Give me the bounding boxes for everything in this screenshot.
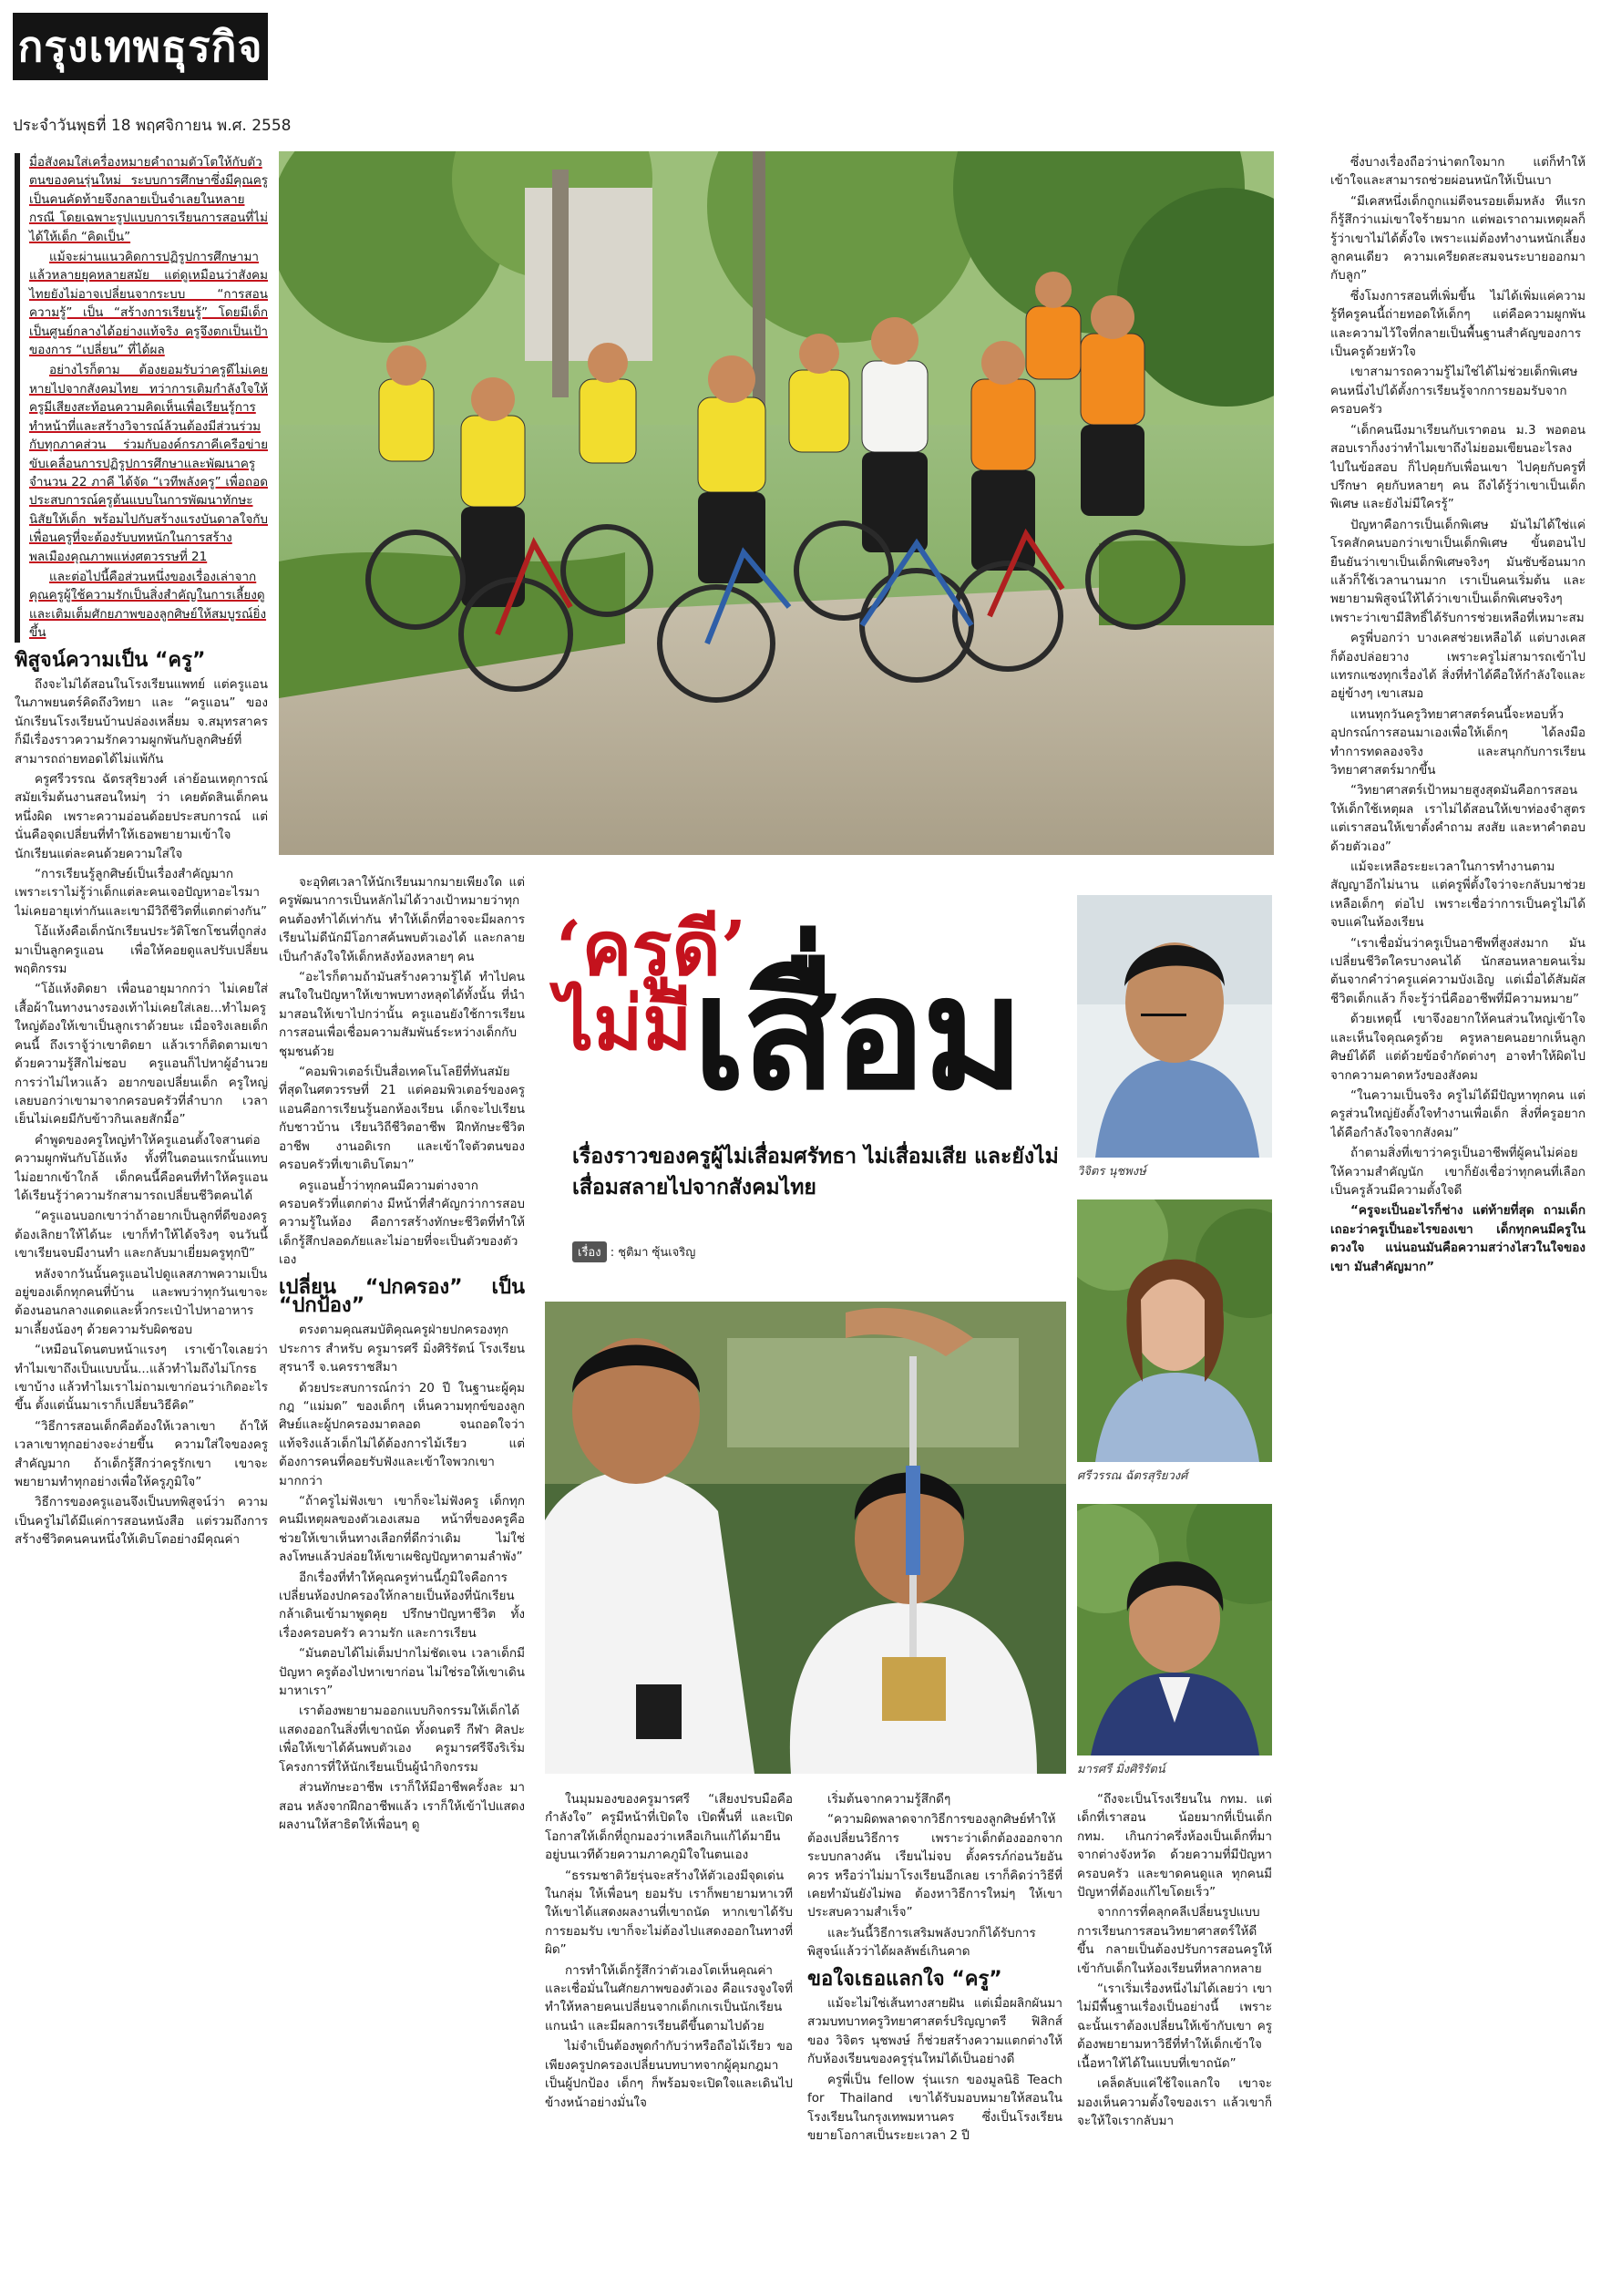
column-4 [807, 1790, 1062, 2286]
body-paragraph: “เราเชื่อมั่นว่าครูเป็นอาชีพที่สูงส่งมาก มันเปลี่ยนชีวิตใครบางคนได้ นักสอนหลายคนเริ่มต้นจากคำว่าครูแค่ความบังเอิญ แต่เมื่อได้สัมผัสชีวิตเด็กแล้ว ก็จะรู้ว่านี่คืออาชีพที่มีความหมาย” [1330, 935, 1586, 1006]
byline [572, 1241, 695, 1262]
portrait-wichitra [1077, 895, 1272, 1158]
lead-paragraph: แม้จะผ่านแนวคิดการปฏิรูปการศึกษามาแล้วหลายยุคหลายสมัย แต่ดูเหมือนว่าสังคมไทยยังไม่อาจเปลี่ยนจากระบบ “การสอนความรู้” เป็น “สร้างการเรียนรู้” โดยมีเด็กเป็นศูนย์กลางได้อย่างแท้จริง ครูจึงตกเป็นเป้าของการ “เปลี่ยน” ที่ได้ผล [29, 250, 268, 358]
body-paragraph: “โอ้แห้งติดยา เพื่อนอายุมากกว่า ไม่เคยใส่เสื้อผ้าในทางนางรองเท้าไม่เคยใส่เลย...ทำไมครูใหญ่ต้องให้เขาเป็นลูกเราด้วยนะ เมื่อจริงเลยเด็กคนนี้ ถึงเราจู้ว่าเขาติดยา แล้วเราก็ติดตามเขาด้วยความรู้สึกไม่ชอบ ครูแอนก็ไปหาผู้อำนวยการว่าไม่ไหวแล้ว อยากขอเปลี่ยนเด็ก ครูใหญ่เลยบอกว่าเขามาจากครอบครัวที่ลำบาก เวลาเย็นไม่เคยมีกับข้าวกินเลยสักมื้อ” [15, 982, 268, 1127]
headline-part-1: ‘ครูดี’ [556, 905, 747, 993]
byline-author: : ชุติมา ซุ้นเจริญ [610, 1246, 696, 1260]
body-paragraph: ตรงตามคุณสมบัติคุณครูฝ่ายปกครองทุกประการ สำหรับ ครูมารศรี มิ่งศิริรัตน์ โรงเรียนสุรนารี จ.นครราชสีมา [279, 1323, 525, 1375]
body-paragraph: “คอมพิวเตอร์เป็นสื่อเทคโนโลยีที่ทันสมัยที่สุดในศตวรรษที่ 21 แต่คอมพิวเตอร์ของครูแอนคือการเรียนรู้นอกห้องเรียน เด็กจะไปเรียนกับชาวบ้าน เรียนวิถีชีวิตอาชีพ ฝึกทักษะชีวิต อาชีพ งานอดิเรก และเข้าใจตัวตนของครอบครัวที่เขาเติบโตมา” [279, 1065, 525, 1173]
body-paragraph: ในมุมมองของครูมารศรี “เสียงปรบมือคือกำลังใจ” ครูมีหน้าที่เปิดใจ เปิดพื้นที่ และเปิดโอกาสให้เด็กที่ถูกมองว่าเหลือเกินแก้ได้มายืนอยู่บนเวทีด้วยความภาคภูมิใจในตนเอง [545, 1792, 793, 1863]
body-paragraph: “มันตอบได้ไม่เต็มปากไม่ชัดเจน เวลาเด็กมีปัญหา ครูต้องไปหาเขาก่อน ไม่ใช่รอให้เขาเดินมาหาเรา” [279, 1646, 525, 1699]
lead-paragraphs [15, 153, 268, 643]
lead-paragraph: และต่อไปนี้คือส่วนหนึ่งของเรื่องเล่าจากคุณครูผู้ใช้ความรักเป็นสิ่งสำคัญในการเลี้ยงดูและเติมเต็มศักยภาพของลูกศิษย์ให้สมบูรณ์ยิ่งขึ้น [29, 569, 267, 641]
portrait-marasri [1077, 1504, 1272, 1755]
hero-photo-students-bicycles [279, 151, 1274, 855]
body-paragraph: “การเรียนรู้ลูกศิษย์เป็นเรื่องสำคัญมาก เพราะเราไม่รู้ว่าเด็กแต่ละคนเจอปัญหาอะไรมา ไม่เคยอายุเท่ากันและเขามีวิถีชีวิตที่แตกต่างกัน” [15, 867, 268, 919]
caption-marasri: มารศรี มิ่งศิริรัตน์ [1077, 1763, 1165, 1776]
column-1 [15, 153, 268, 2286]
body-paragraph: ครูพี่บอกว่า บางเคสช่วยเหลือได้ แต่บางเคสก็ต้องปล่อยวาง เพราะครูไม่สามารถเข้าไปแทรกแซงทุกเรื่องได้ สิ่งที่ทำได้คือให้กำลังใจและอยู่ข้างๆ เขาเสมอ [1330, 631, 1586, 702]
body-paragraph: ซึ่งบางเรื่องถือว่าน่าตกใจมาก แต่ก็ทำให้เข้าใจและสามารถช่วยผ่อนหนักให้เป็นเบา [1330, 155, 1586, 189]
body-paragraph: แม้จะเหลือระยะเวลาในการทำงานตามสัญญาอีกไม่นาน แต่ครูพี่ตั้งใจว่าจะกลับมาช่วยเหลือเด็กๆ ต่อไป เพราะเชื่อว่าการเป็นครูไม่ได้จบแค่ในห้องเรียน [1330, 860, 1586, 931]
hero-photo-illustration [279, 151, 1274, 855]
body-paragraph: ครูแอนย้ำว่าทุกคนมีความต่างจากครอบครัวที่แตกต่าง มีหน้าที่สำคัญกว่าการสอบความรู้ในห้อง คือการสร้างทักษะชีวิตที่ทำให้เด็กรู้สึกปลอดภัยและไม่อายที่จะเป็นตัวของตัวเอง [279, 1178, 525, 1268]
body-paragraph: “ถึงจะเป็นโรงเรียนใน กทม. แต่เด็กที่เราสอน น้อยมากที่เป็นเด็ก กทม. เกินกว่าครึ่งห้องเป็นเด็กที่มาจากต่างจังหวัด ด้วยความที่มีปัญหาครอบครัว และขาดคนดูแล ทุกคนมีปัญหาที่ต้องแก้ไขโดยเร็ว” [1077, 1792, 1272, 1900]
body-paragraph: แม้จะไม่ใช่เส้นทางสายฝัน แต่เมื่อผลิกผันมาสวมบทบาทครูวิทยาศาสตร์ปริญญาตรี ฟิสิกส์ ของ วิจิตร นุชพงษ์ ก็ช่วยสร้างความแตกต่างให้กับห้องเรียนของครูรุ่นใหม่ได้เป็นอย่างดี [807, 1996, 1062, 2067]
body-paragraph: คำพูดของครูใหญ่ทำให้ครูแอนตั้งใจสานต่อความผูกพันกับโอ้แห้ง ทั้งที่ในตอนแรกนั้นแทบไม่อยากเข้าใกล้ เด็กคนนี้คือคนที่ทำให้ครูแอนได้เรียนรู้ว่าความรักสามารถเปลี่ยนชีวิตคนได้ [15, 1132, 268, 1203]
body-paragraph: “ธรรมชาติวัยรุ่นจะสร้างให้ตัวเองมีจุดเด่นในกลุ่ม ให้เพื่อนๆ ยอมรับ เราก็พยายามหาเวทีให้เขาได้แสดงผลงานที่เขาถนัด หากเขาได้รับการยอมรับ เขาก็จะไม่ต้องไปแสดงออกในทางที่ผิด” [545, 1868, 793, 1958]
body-paragraph: การทำให้เด็กรู้สึกว่าตัวเองโตเห็นคุณค่าและเชื่อมั่นในศักยภาพของตัวเอง คือแรงจูงใจที่ทำให้หลายคนเปลี่ยนจากเด็กเกเรเป็นนักเรียนแกนนำ และมีผลการเรียนดีขึ้นตามไปด้วย [545, 1962, 793, 2033]
body-paragraph: “ถ้าครูไม่ฟังเขา เขาก็จะไม่ฟังครู เด็กทุกคนมีเหตุผลของตัวเองเสมอ หน้าที่ของครูคือช่วยให้เขาเห็นทางเลือกที่ดีกว่าเดิม ไม่ใช่ลงโทษแล้วปล่อยให้เขาเผชิญปัญหาตามลำพัง” [279, 1494, 525, 1565]
section-subhead: ขอใจเธอแลกใจ “ครู” [807, 1967, 1002, 1991]
section-subhead: พิสูจน์ความเป็น “ครู” [15, 648, 206, 672]
headline-part-3: เสื่อม [693, 944, 1021, 1125]
body-paragraph: “ความผิดพลาดจากวิธีการของลูกศิษย์ทำให้ต้องเปลี่ยนวิธีการ เพราะว่าเด็กต้องออกจากระบบกลางคัน เรียนไม่จบ ตั้งครรภ์ก่อนวัยอันควร หรือว่าไม่มาโรงเรียนอีกเลย เราก็คิดว่าวิธีที่เคยทำมันยังไม่พอ ต้องหาวิธีการใหม่ๆ ให้เขาประสบความสำเร็จ” [807, 1812, 1062, 1920]
caption-sriwan: ศรีวรรณ ฉัตรสุริยวงศ์ [1077, 1469, 1188, 1483]
body-paragraph: “เด็กคนนึงมาเรียนกับเราตอน ม.3 พอตอนสอบเราก็งงว่าทำไมเขาถึงไม่ยอมเขียนอะไรลงไปในข้อสอบ ก็ไปคุยกับเพื่อนเขา ไปคุยกับครูที่ปรึกษา คุยกับหลายๆ คน ถึงได้รู้ว่าเขาเป็นเด็กพิเศษ และยังไม่มีใครรู้” [1330, 422, 1586, 512]
body-paragraph: จากการที่คลุกคลีเปลี่ยนรูปแบบการเรียนการสอนวิทยาศาสตร์ให้ดีขึ้น กลายเป็นต้องปรับการสอนครูให้เข้ากับเด็กในห้องเรียนที่หลากหลาย [1077, 1905, 1272, 1976]
column-3 [545, 1790, 793, 2286]
body-paragraph: ถึงจะไม่ได้สอนในโรงเรียนแพทย์ แต่ครูแอนในภาพยนตร์คิดถึงวิทยา และ “ครูแอน” ของนักเรียนโรงเรียนบ้านปล่องเหลี่ยม จ.สมุทรสาคร ก็มีเรื่องราวความรักความผูกพันกับลูกศิษย์ที่สามารถถ่ายทอดได้ไม่แพ้กัน [15, 676, 268, 767]
column-6 [1330, 153, 1586, 2286]
body-paragraph: เคล็ดลับแค่ใช้ใจแลกใจ เขาจะมองเห็นความตั้งใจของเรา แล้วเขาก็จะให้ใจเรากลับมา [1077, 2076, 1272, 2128]
body-paragraph: “วิทยาศาสตร์เป้าหมายสูงสุดมันคือการสอนให้เด็กใช้เหตุผล เราไม่ได้สอนให้เขาท่องจำสูตร แต่เราสอนให้เขาตั้งคำถาม สงสัย และหาคำตอบด้วยตัวเอง” [1330, 783, 1586, 854]
lead-paragraph: มื่อสังคมใส่เครื่องหมายคำถามตัวโตให้กับตัวตนของคนรุ่นใหม่ ระบบการศึกษาซึ่งมีคุณครูเป็นคนคัดท้ายจึงกลายเป็นจำเลยในหลายกรณี โดยเฉพาะรูปแบบการเรียนการสอนที่ไม่ได้ให้เด็ก “คิดเป็น” [29, 155, 268, 244]
byline-label: เรื่อง [572, 1241, 607, 1262]
body-paragraph: “อะไรก็ตามถ้ามันสร้างความรู้ได้ ทำไปคนสนใจในปัญหาให้เขาพบทางหลุดได้ทั้งนั้น ที่นำมาสอนให้เขาไปกว่านั้น ครูแอนยังใช้การเรียนการสอนเพื่อเชื่อมความสัมพันธ์ระหว่างเด็กกับชุมชนด้วย [279, 970, 525, 1059]
body-paragraph: โอ้แห้งคือเด็กนักเรียนประวัติโชกโชนที่ถูกส่งมาเป็นลูกครูแอน เพื่อให้คอยดูแลปรับเปลี่ยนพฤติกรรม [15, 924, 268, 977]
body-paragraph: เขาสามารถความรู้ไม่ใช่ได้ไม่ช่วยเด็กพิเศษคนหนึ่งไปได้ตั้งการเรียนรู้จากการยอมรับจากครอบครัว [1330, 365, 1578, 417]
caption-wichitra: วิจิตร นุชพงษ์ [1077, 1165, 1146, 1179]
body-paragraph: “ครูแอนบอกเขาว่าถ้าอยากเป็นลูกที่ดีของครู ต้องเลิกยาให้ได้นะ เขาก็ทำให้ได้จริงๆ จนวันนี้เขาเรียนจบมีงานทำ และกลับมาเยี่ยมครูทุกปี” [15, 1209, 268, 1261]
headline-part-2: ไม่มี [556, 980, 693, 1067]
body-paragraph: ครูศรีวรรณ ฉัตรสุริยวงศ์ เล่าย้อนเหตุการณ์สมัยเริ่มต้นงานสอนใหม่ๆ ว่า เคยตัดสินเด็กคนหนึ่งผิด เพราะความอ่อนด้อยประสบการณ์ แต่นั่นคือจุดเปลี่ยนที่ทำให้เธอพยายามเข้าใจนักเรียนแต่ละคนด้วยความใส่ใจ [15, 772, 268, 861]
body-paragraph: “เราเริ่มเรื่องหนึ่งไม่ได้เลยว่า เขาไม่มีพื้นฐานเรื่องเป็นอย่างนี้ เพราะฉะนั้นเราต้องเปลี่ยนให้เข้ากับเขา ครูต้องพยายามหาวิธีที่ทำให้เด็กเข้าใจเนื้อหาให้ได้ในแบบที่เขาถนัด” [1077, 1982, 1272, 2071]
body-paragraph: ปัญหาคือการเป็นเด็กพิเศษ มันไม่ได้ใช่แค่โรคสักคนบอกว่าเขาเป็นเด็กพิเศษ ขั้นตอนไปยืนยันว่าเขาเป็นเด็กพิเศษจริงๆ มันซับซ้อนมาก แล้วก็ใช้เวลานานมาก เราเป็นคนเริ่มต้น และพยายามพิสูจน์ให้ได้ว่าเขาเป็นเด็กพิเศษจริงๆ เพราะว่าเขามีสิทธิ์ได้รับการช่วยเหลือที่เหมาะสม [1330, 517, 1586, 625]
deck-text: เรื่องราวของครูผู้ไม่เสื่อมศรัทธา ไม่เสื่อมเสีย และยังไม่เสื่อมสลายไปจากสังคมไทย [572, 1145, 1059, 1199]
body-paragraph: “วิธีการสอนเด็กคือต้องให้เวลาเขา ถ้าให้เวลาเขาทุกอย่างจะง่ายขึ้น ความใส่ใจของครูสำคัญมาก ถ้าเด็กรู้สึกว่าครูรักเขา เขาจะพยายามทำทุกอย่างเพื่อให้ครูภูมิใจ” [15, 1418, 268, 1490]
pull-quote: “ครูจะเป็นอะไรก็ช่าง แต่ท้ายที่สุด ถามเด็กเถอะว่าครูเป็นอะไรของเขา เด็กทุกคนมีครูในดวงใจ แน่นอนมันคือความสว่างไสวในใจของเขา มันสำคัญมาก” [1330, 1203, 1586, 1274]
body-paragraph: ไม่จำเป็นต้องพูดกำกับว่าหรือถือไม้เรียว ขอเพียงครูปกครองเปลี่ยนบทบาทจากผู้คุมกฎมาเป็นผู้ปกป้อง เด็กๆ ก็พร้อมจะเปิดใจและเดินไปข้างหน้าอย่างมั่นใจ [545, 2039, 793, 2110]
body-paragraph: ด้วยประสบการณ์กว่า 20 ปี ในฐานะผู้คุมกฎ “แม่มด” ของเด็กๆ เห็นความทุกข์ของลูกศิษย์และผู้ปกครองมาตลอด จนถอดใจว่าแท้จริงแล้วเด็กไม่ได้ต้องการไม้เรียว แต่ต้องการคนที่คอยรับฟังและเข้าใจพวกเขามากกว่า [279, 1380, 525, 1488]
body-paragraph: “เหมือนโดนตบหน้าแรงๆ เราเข้าใจเลยว่าทำไมเขาถึงเป็นแบบนั้น...แล้วทำไมถึงไม่โกรธเขาบ้าง แล้วทำไมเราไม่ถามเขาก่อนว่าเกิดอะไรขึ้น ตั้งแต่นั้นมาเราก็เปลี่ยนวิธีคิด” [15, 1343, 268, 1414]
classroom-photo [545, 1302, 1066, 1774]
body-paragraph: เริ่มต้นจากความรู้สึกดีๆ [827, 1792, 951, 1807]
body-paragraph: ถ้าตามสิ่งที่เขาว่าครูเป็นอาชีพที่ผู้คนไม่ค่อยให้ความสำคัญนัก เขาก็ยังเชื่อว่าทุกคนที่เลือกเป็นครูล้วนมีความตั้งใจดี [1330, 1146, 1586, 1198]
newspaper-masthead: กรุงเทพธุรกิจ [13, 13, 268, 80]
body-paragraph: หลังจากวันนั้นครูแอนไปดูแลสภาพความเป็นอยู่ของเด็กทุกคนที่บ้าน และพบว่าทุกวันเขาจะต้องนอนกลางแดดและหิ้วกระเป๋าไปหาอาหารมาเลี้ยงน้องๆ ด้วยความรับผิดชอบ [15, 1266, 268, 1337]
body-paragraph: วิธีการของครูแอนจึงเป็นบทพิสูจน์ว่า ความเป็นครูไม่ได้มีแค่การสอนหนังสือ แต่รวมถึงการสร้างชีวิตคนคนหนึ่งให้เติบโตอย่างมีคุณค่า [15, 1495, 268, 1548]
dateline: ประจำวันพุธที่ 18 พฤศจิกายน พ.ศ. 2558 [13, 117, 292, 135]
body-paragraph: แหนทุกวันครูวิทยาศาสตร์คนนี้จะหอบหิ้วอุปกรณ์การสอนมาเองเพื่อให้เด็กๆ ได้ลงมือทำการทดลองจริง และสนุกกับการเรียนวิทยาศาสตร์มากขึ้น [1330, 706, 1586, 777]
body-paragraph: “มีเคสหนึ่งเด็กถูกแม่ตีจนรอยเต็มหลัง ทีแรกก็รู้สึกว่าแม่เขาใจร้ายมาก แต่พอเราถามเหตุผลก็รู้ว่าเขาไม่ได้ตั้งใจ เพราะแม่ต้องทำงานหนักเลี้ยงลูกคนเดียว ความเครียดสะสมจนระบายออกมากับลูก” [1330, 193, 1586, 283]
column-2 [279, 873, 525, 2286]
body-paragraph: จะอุทิศเวลาให้นักเรียนมากมายเพียงใด แต่ครูพัฒนาการเป็นหลักไม่ได้วางเป้าหมายว่าทุกคนต้องทำได้เท่ากัน ทำให้เด็กที่อาจจะมีผลการเรียนไม่ดีนักมีโอกาสค้นพบตัวเองได้ และกลายเป็นกำลังใจให้เด็กหลังห้องหลายๆ คน [279, 875, 525, 964]
body-paragraph: ส่วนทักษะอาชีพ เราก็ให้มีอาชีพครั้งละ มาสอน หลังจากฝึกอาชีพแล้ว เราก็ให้เข้าไปแสดงผลงานให้สาธิตให้เพื่อนๆ ดู [279, 1780, 525, 1832]
body-paragraph: “ในความเป็นจริง ครูไม่ได้มีปัญหาทุกคน แต่ครูส่วนใหญ่ยังตั้งใจทำงานเพื่อเด็ก สิ่งที่ครูอยากได้คือกำลังใจจากสังคม” [1330, 1087, 1586, 1140]
body-paragraph: ครูพี่เป็น fellow รุ่นแรก ของมูลนิธิ Teach for Thailand เขาได้รับมอบหมายให้สอนในโรงเรียนในกรุงเทพมหานคร ซึ่งเป็นโรงเรียนขยายโอกาสเป็นระยะเวลา 2 ปี [807, 2072, 1062, 2143]
section-subhead: เปลี่ยน “ปกครอง” เป็น “ปกป้อง” [279, 1275, 525, 1317]
body-paragraph: เราต้องพยายามออกแบบกิจกรรมให้เด็กได้แสดงออกในสิ่งที่เขาถนัด ทั้งดนตรี กีฬา ศิลปะ เพื่อให้เขาได้ค้นพบตัวเอง ครูมารศรีจึงริเริ่มโครงการที่ให้นักเรียนเป็นผู้นำกิจกรรม [279, 1704, 525, 1775]
column-5 [1077, 1790, 1272, 2286]
lead-paragraph: อย่างไรก็ตาม ต้องยอมรับว่าครูดีไม่เคยหายไปจากสังคมไทย ทว่าการเติมกำลังใจให้ครูมีเสียงสะท้อนความคิดเห็นเพื่อเรียนรู้การทำหน้าที่และสร้างวิจารณ์ล้วนต้องมีส่วนร่วมกับทุกภาคส่วน ร่วมกับองค์กรภาคีเครือข่ายขับเคลื่อนการปฏิรูปการศึกษาและพัฒนาครูจำนวน 22 ภาคี ได้จัด “เวทีพลังครู” เพื่อถอดประสบการณ์ครูต้นแบบในการพัฒนาทักษะนิสัยให้เด็ก พร้อมไปกับสร้างแรงบันดาลใจกับเพื่อนครูที่จะต้องรับบทหนักในการสร้างพลเมืองคุณภาพแห่งศตวรรษที่ 21 [29, 363, 268, 564]
portrait-sriwan [1077, 1199, 1272, 1462]
body-paragraph: ซึ่งโมงการสอนที่เพิ่มขึ้น ไม่ได้เพิ่มแค่ความรู้ทีครูคนนี้ถ่ายทอดให้เด็กๆ แต่คือความผูกพันและความไว้ใจที่กลายเป็นพื้นฐานสำคัญของการเป็นครูด้วยหัวใจ [1330, 288, 1586, 360]
body-paragraph: อีกเรื่องที่ทำให้คุณครูท่านนี้ภูมิใจคือการเปลี่ยนห้องปกครองให้กลายเป็นห้องที่นักเรียนกล้าเดินเข้ามาพูดคุย ปรึกษาปัญหาชีวิต ทั้งเรื่องครอบครัว ความรัก และการเรียน [279, 1570, 525, 1641]
body-paragraph: ด้วยเหตุนี้ เขาจึงอยากให้คนส่วนใหญ่เข้าใจและเห็นใจคุณครูด้วย ครูหลายคนอยากเห็นลูกศิษย์ได้ดี แต่ด้วยข้อจำกัดต่างๆ อาจทำให้ผิดไปจากความคาดหวังของสังคม [1330, 1012, 1586, 1083]
body-paragraph: และวันนี้วิธีการเสริมพลังบวกก็ได้รับการพิสูจน์แล้วว่าได้ผลลัพธ์เกินคาด [807, 1925, 1036, 1960]
